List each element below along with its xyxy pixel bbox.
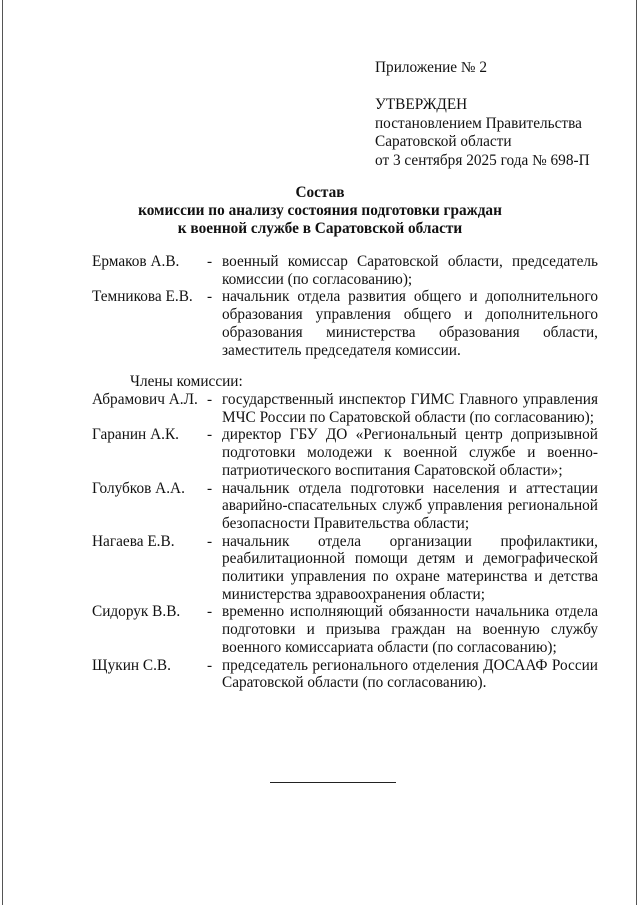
approval-line: от 3 сентября 2025 года № 698-П (375, 151, 590, 169)
role-line: заместитель председателя комиссии. (222, 341, 461, 359)
list-item (92, 657, 598, 692)
member-name: Гаранин А.К. (92, 426, 179, 444)
role-line: безопасности Правительства области; (222, 514, 470, 532)
dash-separator: - (207, 426, 213, 444)
role-line: государственный инспектор ГИМС Главного управления (222, 391, 598, 408)
member-name: Нагаева Е.В. (92, 532, 175, 550)
role-line: реабилитационной помощи детям и демографической (222, 550, 598, 568)
member-name: Абрамович А.Л. (92, 391, 198, 408)
dash-separator: - (207, 288, 213, 306)
member-role (222, 288, 598, 359)
role-line: МЧС России по Саратовской области (по согласованию); (222, 408, 595, 426)
role-line: политики управления по охране материнства и детства (222, 568, 598, 586)
heading-line: к военной службе в Саратовской области (177, 219, 463, 237)
list-item (92, 253, 598, 288)
member-role (222, 391, 598, 426)
role-line: комиссии (по согласованию); (222, 270, 413, 288)
approval-line: постановлением Правительства (375, 114, 582, 132)
role-line: начальник отдела развития общего и дополнительного (222, 288, 598, 306)
role-line: временно исполняющий обязанности начальника отдела (222, 603, 598, 621)
list-item (92, 391, 598, 426)
end-rule (270, 782, 396, 783)
role-line: министерства здравоохранения области; (222, 585, 485, 603)
member-role (222, 657, 598, 692)
member-role (222, 480, 598, 533)
leaders-list (92, 253, 598, 359)
member-name: Щукин С.В. (92, 656, 171, 674)
role-line: аварийно-спасательных служб управления региональной (222, 497, 598, 515)
approval-block (375, 96, 590, 170)
member-name: Ермаков А.В. (92, 253, 180, 270)
role-line: военный комиссар Саратовской области, председатель (222, 253, 598, 270)
list-item (92, 533, 598, 604)
member-name: Сидорук В.В. (92, 603, 181, 621)
approval-title: УТВЕРЖДЕН (375, 96, 468, 113)
role-line: образования управления общего и дополнительного (222, 306, 598, 324)
member-role (222, 533, 598, 604)
dash-separator: - (207, 391, 213, 408)
role-line: подготовки и призыва граждан на военную службу (222, 621, 598, 639)
dash-separator: - (207, 253, 213, 270)
role-line: военного комиссариата области (по согласованию); (222, 638, 557, 656)
role-line: образования министерства образования области, (222, 323, 598, 341)
document-heading (0, 184, 640, 237)
page-left-edge (2, 0, 3, 905)
list-item (92, 288, 598, 359)
list-item (92, 603, 598, 656)
approval-line: Саратовской области (375, 133, 512, 150)
role-line: начальник отдела организации профилактики, (222, 532, 598, 550)
heading-line: Состав (295, 184, 345, 201)
appendix-label: Приложение № 2 (375, 59, 487, 76)
member-role (222, 426, 598, 479)
page-right-edge (636, 0, 637, 905)
role-line: председатель регионального отделения ДОСААФ России (222, 656, 598, 674)
dash-separator: - (207, 656, 213, 674)
role-line: патриотического воспитания Саратовской области»; (222, 461, 563, 479)
role-line: начальник отдела подготовки населения и аттестации (222, 479, 598, 497)
member-role (222, 253, 598, 288)
members-label: Члены комиссии: (130, 373, 243, 390)
dash-separator: - (207, 532, 213, 550)
heading-line: комиссии по анализу состояния подготовки граждан (138, 201, 502, 219)
dash-separator: - (207, 479, 213, 497)
role-line: Саратовской области (по согласованию). (222, 674, 487, 692)
list-item (92, 480, 598, 533)
role-line: подготовки молодежи к военной службе и военно- (222, 444, 598, 462)
member-name: Темникова Е.В. (92, 288, 193, 306)
member-role (222, 603, 598, 656)
role-line: директор ГБУ ДО «Региональный центр допризывной (222, 426, 598, 444)
dash-separator: - (207, 603, 213, 621)
list-item (92, 426, 598, 479)
member-name: Голубков А.А. (92, 479, 185, 497)
members-list (92, 391, 598, 692)
